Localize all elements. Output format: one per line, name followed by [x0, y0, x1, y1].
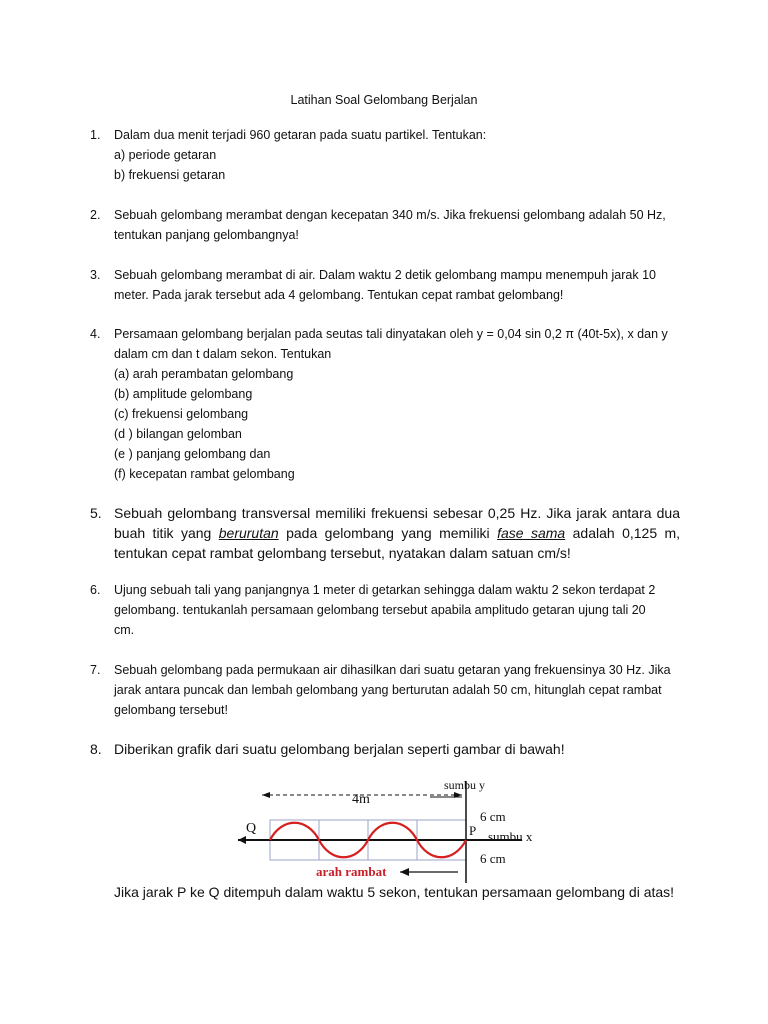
wave-diagram [232, 775, 542, 885]
question-1 [90, 125, 680, 185]
direction-arrow-icon [400, 868, 409, 876]
question-text: Persamaan gelombang berjalan pada seutas tali dinyatakan oleh y = 0,04 sin 0,2 π (40t-5x), x dan y [114, 327, 668, 341]
question-number: 6. [90, 583, 101, 597]
question-text: jarak antara puncak dan lembah gelombang yang berturutan adalah 50 cm, hitunglah cepat rambat [114, 683, 662, 697]
underlined-term: fase sama [497, 525, 566, 541]
question-number: 2. [90, 208, 101, 222]
question-text: tentukan panjang gelombangnya! [114, 228, 299, 242]
question-number: 4. [90, 327, 101, 341]
question-text: Sebuah gelombang merambat dengan kecepatan 340 m/s. Jika frekuensi gelombang adalah 50 Hz, [114, 208, 666, 222]
option-e: (e ) panjang gelombang dan [114, 447, 271, 461]
question-text: Sebuah gelombang merambat di air. Dalam waktu 2 detik gelombang mampu menempuh jarak 10 [114, 268, 656, 282]
question-text: tentukan cepat rambat gelombang tersebut, nyatakan dalam satuan cm/s! [114, 545, 571, 561]
question-text-line2: buah titik yang berurutan pada gelombang yang memiliki fase sama adalah 0,125 m, [114, 525, 681, 541]
bottom-amplitude-label: 6 cm [480, 851, 506, 866]
option-b: b) frekuensi getaran [114, 168, 226, 182]
question-6 [90, 580, 680, 640]
underlined-term: berurutan [218, 525, 279, 541]
distance-label: 4m [352, 792, 370, 807]
option-c: (c) frekuensi gelombang [114, 407, 249, 421]
question-text: cm. [114, 623, 135, 637]
question-8 [90, 739, 680, 759]
option-a: a) periode getaran [114, 148, 217, 162]
question-text: gelombang tersebut! [114, 703, 228, 717]
question-text: dalam cm dan t dalam sekon. Tentukan [114, 347, 332, 361]
question-text: meter. Pada jarak tersebut ada 4 gelombang. Tentukan cepat rambat gelombang! [114, 288, 564, 302]
question-5 [90, 503, 680, 563]
question-2 [90, 205, 680, 245]
question-text: Diberikan grafik dari suatu gelombang berjalan seperti gambar di bawah! [114, 741, 565, 757]
y-axis-label: sumbu y [444, 778, 486, 792]
option-f: (f) kecepatan rambat gelombang [114, 467, 295, 481]
question-text: gelombang. tentukanlah persamaan gelombang tersebut apabila amplitudo getaran ujung tali 20 [114, 603, 646, 617]
option-d: (d ) bilangan gelomban [114, 427, 242, 441]
question-7 [90, 660, 680, 720]
point-q-label: Q [246, 821, 257, 836]
question-text: Dalam dua menit terjadi 960 getaran pada suatu partikel. Tentukan: [114, 128, 487, 142]
question-text: Sebuah gelombang pada permukaan air dihasilkan dari suatu getaran yang frekuensinya 30 Hz. Jika [114, 663, 671, 677]
question-text: Sebuah gelombang transversal memiliki frekuensi sebesar 0,25 Hz. Jika jarak antara dua [114, 505, 680, 521]
question-number: 8. [90, 741, 102, 757]
x-axis-arrow-icon [238, 836, 246, 844]
diagram-question: Jika jarak P ke Q ditempuh dalam waktu 5 sekon, tentukan persamaan gelombang di atas! [114, 884, 675, 900]
question-4 [90, 324, 680, 484]
direction-label: arah rambat [316, 864, 387, 879]
question-text: Ujung sebuah tali yang panjangnya 1 meter di getarkan sehingga dalam waktu 2 sekon terdapat 2 [114, 583, 656, 597]
question-number: 1. [90, 128, 101, 142]
option-a: (a) arah perambatan gelombang [114, 367, 294, 381]
question-number: 5. [90, 505, 102, 521]
arrow-left-icon [262, 792, 270, 798]
option-b: (b) amplitude gelombang [114, 387, 253, 401]
question-3 [90, 265, 680, 305]
x-axis-label: sumbu x [488, 829, 533, 844]
question-number: 7. [90, 663, 101, 677]
document-title: Latihan Soal Gelombang Berjalan [290, 93, 478, 107]
point-p-label: P [469, 823, 477, 838]
question-number: 3. [90, 268, 101, 282]
top-amplitude-label: 6 cm [480, 809, 506, 824]
